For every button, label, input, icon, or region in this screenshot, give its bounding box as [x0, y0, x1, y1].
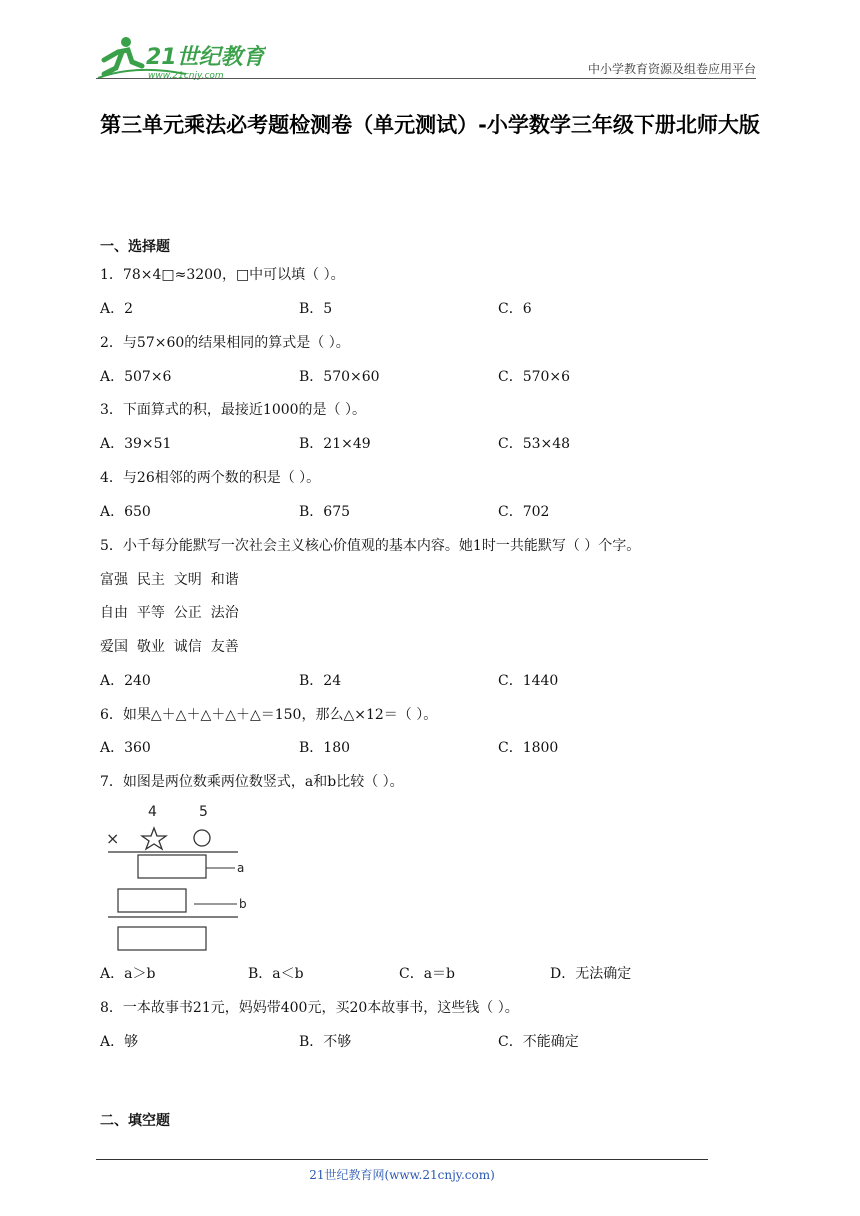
question-stem: 5．小千每分能默写一次社会主义核心价值观的基本内容。她1时一共能默写（ ）个字。: [100, 538, 641, 554]
values-line: 自由 平等 公正 法治: [100, 605, 239, 621]
values-line: 富强 民主 文明 和谐: [100, 572, 239, 588]
option-b: B．5: [299, 301, 333, 317]
vertical-multiplication-figure: [100, 798, 270, 962]
option-c: C．1440: [498, 673, 559, 689]
runner-logo-icon: [96, 34, 266, 84]
option-b: B．570×60: [299, 369, 380, 385]
values-line: 爱国 敬业 诚信 友善: [100, 639, 239, 655]
option-c: C．6: [498, 301, 532, 317]
section-heading-choice: 一、选择题: [100, 239, 170, 255]
option-b: B．675: [299, 504, 351, 520]
box-b: [118, 889, 186, 912]
logo-url: www.21cnjy.com: [148, 71, 224, 81]
label-a: a: [237, 861, 245, 875]
option-a: A．够: [100, 1034, 139, 1050]
question-stem: 2．与57×60的结果相同的算式是（ ）。: [100, 335, 350, 351]
option-b: B．a＜b: [248, 966, 304, 982]
option-b: B．24: [299, 673, 342, 689]
option-c: C．702: [498, 504, 550, 520]
option-c: C．53×48: [498, 436, 571, 452]
option-c: C．a＝b: [399, 966, 456, 982]
option-a: A．360: [100, 740, 151, 756]
question-stem: 4．与26相邻的两个数的积是（ ）。: [100, 470, 321, 486]
site-logo: [96, 34, 266, 84]
digit-four: 4: [148, 804, 157, 820]
option-c: C．1800: [498, 740, 559, 756]
option-a: A．39×51: [100, 436, 172, 452]
label-b: b: [239, 897, 247, 911]
section-heading-fill: 二、填空题: [100, 1113, 170, 1129]
box-result: [118, 927, 206, 950]
question-stem: 3．下面算式的积，最接近1000的是（ ）。: [100, 402, 366, 418]
option-a: A．240: [100, 673, 151, 689]
option-b: B．180: [299, 740, 351, 756]
star-icon: [142, 828, 166, 849]
times-sign: ×: [106, 829, 120, 848]
option-b: B．21×49: [299, 436, 371, 452]
box-a: [138, 855, 206, 878]
question-stem: 8．一本故事书21元，妈妈带400元，买20本故事书，这些钱（ ）。: [100, 1000, 519, 1016]
option-a: A．507×6: [100, 369, 172, 385]
question-stem: 7．如图是两位数乘两位数竖式，a和b比较（ ）。: [100, 774, 404, 790]
digit-five: 5: [199, 804, 208, 820]
option-b: B．不够: [299, 1034, 352, 1050]
option-a: A．a＞b: [100, 966, 156, 982]
platform-caption: 中小学教育资源及组卷应用平台: [587, 62, 756, 76]
circle-icon: [194, 830, 210, 846]
option-c: C．不能确定: [498, 1034, 579, 1050]
option-c: C．570×6: [498, 369, 571, 385]
option-a: A．650: [100, 504, 151, 520]
option-a: A．2: [100, 301, 134, 317]
question-stem: 6．如果△＋△＋△＋△＋△＝150，那么△×12＝（ ）。: [100, 707, 438, 723]
footer-divider: [96, 1159, 708, 1160]
question-stem: 1．78×4□≈3200，□中可以填（ ）。: [100, 267, 345, 283]
option-d: D．无法确定: [550, 966, 632, 982]
logo-text: 21世纪教育: [146, 45, 265, 70]
page-title: 第三单元乘法必考题检测卷（单元测试）-小学数学三年级下册北师大版: [100, 113, 760, 137]
header-divider: [96, 78, 756, 79]
footer-link[interactable]: 21世纪教育网(www.21cnjy.com): [309, 1168, 495, 1182]
